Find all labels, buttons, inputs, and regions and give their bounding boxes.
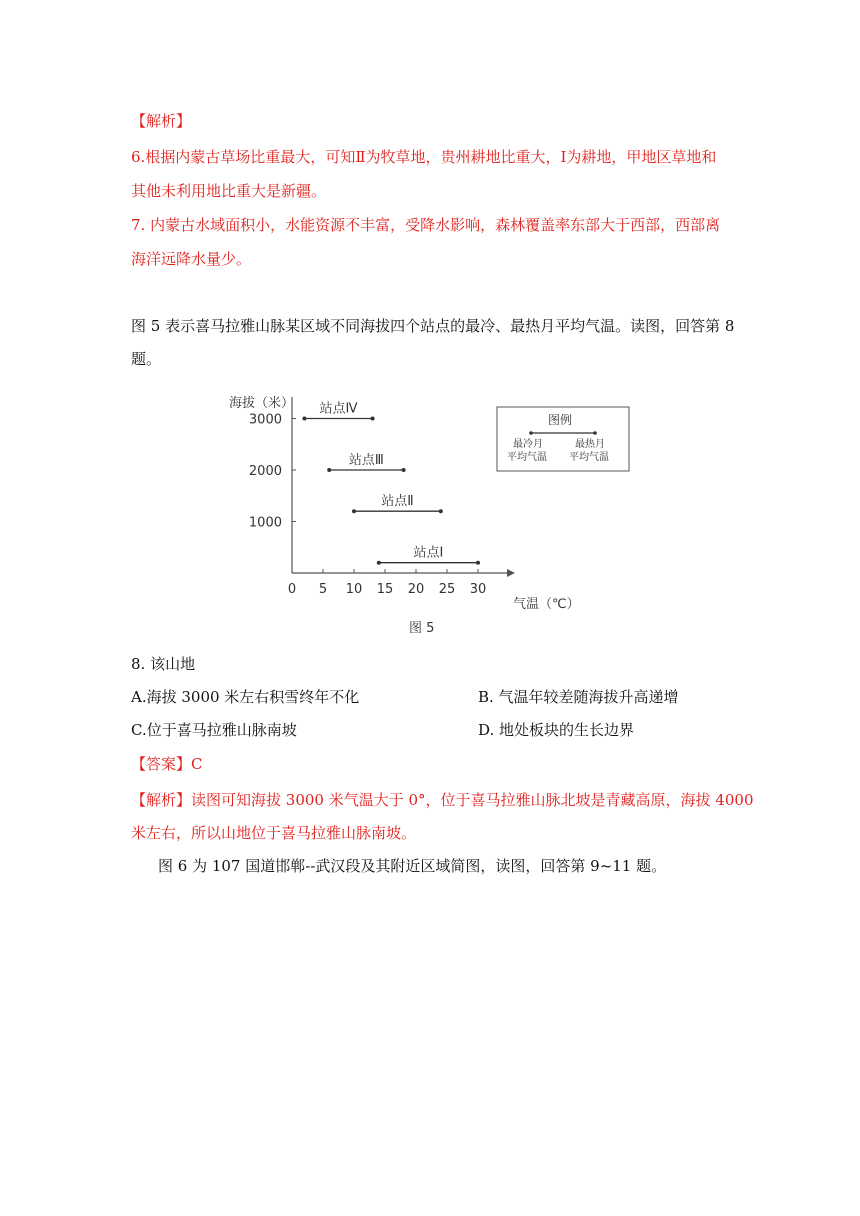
figure5-chart <box>225 383 635 638</box>
x-tick-label: 10 <box>345 582 363 597</box>
q6-analysis-line-2: 其他未利用地比重大是新疆。 <box>131 182 327 200</box>
station-label: 站点Ⅲ <box>348 453 384 468</box>
station-coldest-point <box>327 468 331 472</box>
x-tick-label: 0 <box>287 582 297 597</box>
station-coldest-point <box>377 561 381 565</box>
question8-option-c[interactable]: C.位于喜马拉雅山脉南坡 <box>131 721 297 739</box>
y-axis-label: 海拔（米） <box>229 396 295 411</box>
station-coldest-point <box>352 509 356 513</box>
question8-analysis-line-2: 米左右，所以山地位于喜马拉雅山脉南坡。 <box>131 824 417 842</box>
figure5-intro-line-2: 题。 <box>131 350 162 368</box>
y-tick-label: 2000 <box>248 464 282 479</box>
question8-stem: 8. 该山地 <box>131 655 196 673</box>
x-tick-label: 25 <box>438 582 456 597</box>
legend-sample-right-dot <box>593 431 597 435</box>
q7-analysis-line-2: 海洋远降水量少。 <box>131 250 252 268</box>
analysis-tag: 【解析】 <box>131 791 192 809</box>
answer-tag: 【答案】 <box>131 755 192 773</box>
legend-right-label-1: 最热月 <box>575 439 605 450</box>
legend-sample-left-dot <box>529 431 533 435</box>
station-label: 站点Ⅳ <box>319 401 358 417</box>
q7-analysis-line-1: 7. 内蒙古水域面积小，水能资源不丰富，受降水影响，森林覆盖率东部大于西部，西部离 <box>131 216 721 234</box>
station-hottest-point <box>371 417 375 421</box>
legend-title: 图例 <box>548 413 573 427</box>
question8-option-d[interactable]: D. 地处板块的生长边界 <box>478 721 635 739</box>
station-label: 站点Ⅰ <box>413 545 444 561</box>
x-axis-label: 气温（℃） <box>513 597 580 612</box>
x-tick-label: 5 <box>318 582 328 597</box>
station-label: 站点Ⅱ <box>381 494 414 510</box>
y-tick-label: 3000 <box>248 412 282 428</box>
question8-option-a[interactable]: A.海拔 3000 米左右积雪终年不化 <box>131 688 360 706</box>
x-axis-arrow <box>507 569 515 577</box>
figure-caption: 图 5 <box>409 621 435 636</box>
legend-left-label-2: 平均气温 <box>507 452 547 463</box>
legend-right-label-2: 平均气温 <box>569 452 609 463</box>
question8-option-b[interactable]: B. 气温年较差随海拔升高递增 <box>478 688 679 706</box>
figure6-intro: 图 6 为 107 国道邯郸--武汉段及其附近区域简图，读图，回答第 9~11 题。 <box>158 857 667 875</box>
x-tick-label: 30 <box>469 582 487 597</box>
y-tick-label: 1000 <box>248 515 282 531</box>
question8-analysis-line-1 <box>131 789 753 811</box>
x-tick-label: 20 <box>407 582 425 597</box>
station-hottest-point <box>439 509 443 513</box>
question8-answer <box>131 753 203 775</box>
station-hottest-point <box>476 561 480 565</box>
analysis-heading: 【解析】 <box>131 112 192 130</box>
analysis-text-1: 读图可知海拔 3000 米气温大于 0°，位于喜马拉雅山脉北坡是青藏高原，海拔 4000 <box>191 791 754 809</box>
x-tick-label: 15 <box>376 582 394 597</box>
station-hottest-point <box>402 468 406 472</box>
q6-analysis-line-1: 6.根据内蒙古草场比重最大，可知Ⅱ为牧草地，贵州耕地比重大，Ⅰ为耕地，甲地区草地和 <box>131 148 717 166</box>
station-coldest-point <box>302 417 306 421</box>
figure5-intro-line-1: 图 5 表示喜马拉雅山脉某区域不同海拔四个站点的最冷、最热月平均气温。读图，回答第 8 <box>131 317 735 335</box>
legend-left-label-1: 最冷月 <box>513 439 543 450</box>
answer-value: C <box>191 755 203 773</box>
